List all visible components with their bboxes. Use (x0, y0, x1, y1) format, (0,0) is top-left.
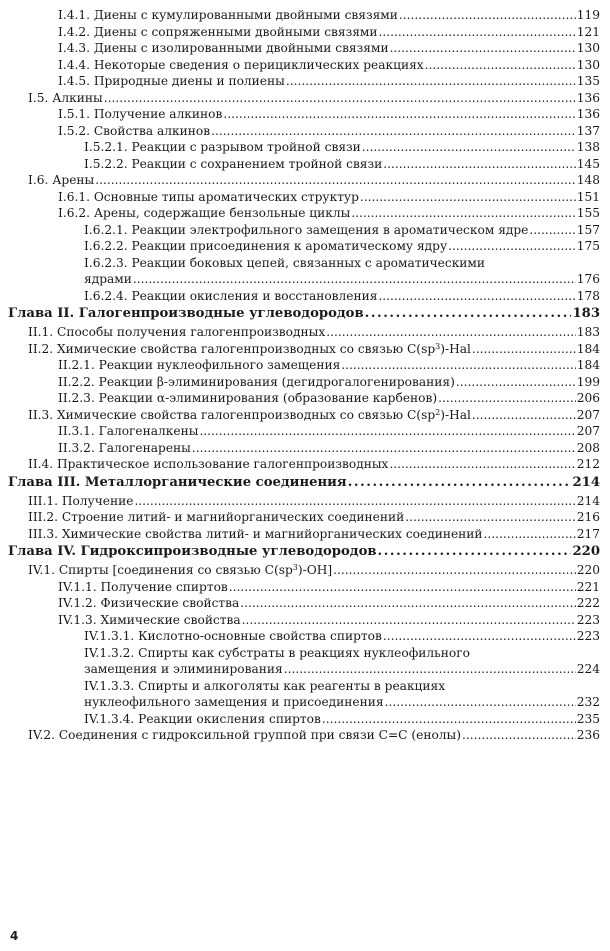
toc-entry: I.4.3. Диены с изолированными двойными связями ..... 130 (8, 40, 600, 57)
dot-leader (104, 90, 576, 107)
dot-leader (192, 440, 576, 457)
page-ref: 207 (576, 424, 600, 438)
dot-leader (134, 493, 575, 510)
toc-entry: IV.1. Спирты [соединения со связью $C(sp^3)-OH$] ..... 220 (8, 562, 600, 579)
page-ref: 135 (576, 74, 600, 88)
toc-entry: I.5.1. Получение алкинов ..... 136 (8, 106, 600, 123)
page-ref: 212 (576, 457, 600, 471)
page-number: 4 (10, 929, 19, 943)
toc-entry: III.2. Строение литий- и магнийорганических соединений ..... 216 (8, 509, 600, 526)
page-ref: 130 (576, 41, 600, 55)
toc-entry: I.4.2. Диены с сопряженными двойными связями ..... 121 (8, 24, 600, 41)
page-ref: 207 (576, 407, 600, 422)
toc-entry: I.6.2.2. Реакции присоединения к ароматическому ядру ..... 175 (8, 238, 600, 255)
page-ref: 232 (576, 695, 600, 709)
page-ref: 224 (576, 662, 600, 676)
page-ref: 214 (572, 474, 600, 490)
dot-leader (341, 357, 575, 374)
page-ref: 222 (576, 596, 600, 610)
toc-entry-multiline: IV.1.3.3. Спирты и алкоголяты как реагенты в реакциях нуклеофильного замещения и присоединения ..... 232 (8, 678, 600, 711)
page-ref: 184 (576, 341, 600, 356)
toc-entry: II.4. Практическое использование галогенпроизводных ..... 212 (8, 456, 600, 473)
toc-entry: III.3. Химические свойства литий- и магнийорганических соединений ..... 217 (8, 526, 600, 543)
dot-leader (286, 73, 576, 90)
page-ref: 217 (576, 526, 600, 541)
toc-entry: II.2.2. Реакции β-элиминирования (дегидрогалогенирования) ..... 199 (8, 374, 600, 391)
toc-entry: I.5.2.1. Реакции с разрывом тройной связи ..... 138 (8, 139, 600, 156)
toc-entry: IV.1.1. Получение спиртов ..... 221 (8, 579, 600, 596)
dot-leader (462, 727, 576, 744)
toc-entry-multiline: IV.1.3.2. Спирты как субстраты в реакциях нуклеофильного замещения и элиминирования ..... 224 (8, 645, 600, 678)
dot-leader (529, 222, 575, 239)
toc-entry: II.3.1. Галогеналкены ..... 207 (8, 423, 600, 440)
toc-entry: II.2.3. Реакции α-элиминирования (образование карбенов) ..... 206 (8, 390, 600, 407)
dot-leader (448, 238, 576, 255)
dot-leader (199, 423, 575, 440)
toc-entry: I.4.5. Природные диены и полиены ..... 135 (8, 73, 600, 90)
page-ref: 184 (576, 358, 600, 372)
dot-leader (351, 205, 575, 222)
page-ref: 175 (576, 239, 600, 253)
toc-entry: I.4.1. Диены с кумулированными двойными связями ..... 119 (8, 7, 600, 24)
toc-entry: I.6.2.1. Реакции электрофильного замещения в ароматическом ядре ..... 157 (8, 222, 600, 239)
toc-entry: I.6.2. Арены, содержащие бензольные циклы ..... 155 (8, 205, 600, 222)
page-ref: 220 (572, 544, 600, 559)
page-ref: 208 (576, 440, 600, 455)
page-ref: 137 (576, 123, 600, 138)
dot-leader (95, 172, 575, 189)
toc-entry: I.6.2.4. Реакции окисления и восстановления ..... 178 (8, 288, 600, 305)
dot-leader (472, 407, 576, 424)
toc-chapter: Глава III. Металлорганические соединения ..... 214 (8, 473, 600, 493)
toc-entry: I.5.2. Свойства алкинов ..... 137 (8, 123, 600, 140)
page-ref: 145 (576, 156, 600, 171)
page-ref: 136 (576, 107, 600, 121)
page-ref: 183 (576, 325, 600, 339)
dot-leader (240, 595, 575, 612)
dot-leader (456, 374, 576, 391)
toc-entry: IV.1.2. Физические свойства ..... 222 (8, 595, 600, 612)
toc-entry-multiline: I.6.2.3. Реакции боковых цепей, связанных с ароматическими ядрами ..... 176 (8, 255, 600, 288)
toc-entry: I.6. Арены ..... 148 (8, 172, 600, 189)
dot-leader (425, 57, 576, 74)
page-ref: 214 (576, 493, 600, 508)
dot-leader (385, 694, 576, 711)
dot-leader (484, 526, 576, 543)
page-ref: 223 (576, 629, 600, 643)
toc-entry: III.1. Получение ..... 214 (8, 493, 600, 510)
toc-chapter: Глава IV. Гидроксипроизводные углеводородов ..... 220 (8, 542, 600, 562)
dot-leader (360, 189, 576, 206)
toc-entry: IV.1.3. Химические свойства ..... 223 (8, 612, 600, 629)
dot-leader (326, 324, 576, 341)
page-ref: 176 (576, 272, 600, 286)
dot-leader (211, 123, 576, 140)
dot-leader (284, 661, 576, 678)
page-ref: 216 (576, 510, 600, 524)
page-ref: 199 (576, 374, 600, 389)
dot-leader (133, 271, 576, 288)
dot-leader (365, 304, 572, 324)
toc-entry: II.3.2. Галогенарены ..... 208 (8, 440, 600, 457)
page-ref: 119 (576, 8, 600, 22)
dot-leader (472, 341, 576, 358)
page-ref: 130 (576, 57, 600, 72)
toc-entry: I.4.4. Некоторые сведения о перициклических реакциях ..... 130 (8, 57, 600, 74)
dot-leader (383, 628, 576, 645)
page-ref: 136 (576, 90, 600, 105)
dot-leader (378, 288, 575, 305)
toc-entry: I.6.1. Основные типы ароматических структур ..... 151 (8, 189, 600, 206)
dot-leader (229, 579, 576, 596)
page-ref: 235 (576, 711, 600, 726)
dot-leader (399, 7, 576, 24)
toc-entry: IV.2. Соединения с гидроксильной группой при связи C=C (енолы) ..... 236 (8, 727, 600, 744)
dot-leader (333, 562, 576, 579)
table-of-contents (8, 7, 600, 744)
page-ref: 178 (576, 288, 600, 303)
dot-leader (223, 106, 575, 123)
page-ref: 220 (576, 563, 600, 577)
page-ref: 221 (576, 579, 600, 594)
dot-leader (438, 390, 576, 407)
dot-leader (383, 156, 575, 173)
toc-entry: II.1. Способы получения галогенпроизводных ..... 183 (8, 324, 600, 341)
dot-leader (378, 542, 572, 562)
page-ref: 138 (576, 140, 600, 154)
dot-leader (322, 711, 576, 728)
dot-leader (362, 139, 576, 156)
page-ref: 223 (576, 612, 600, 627)
dot-leader (379, 24, 576, 41)
page-ref: 148 (576, 173, 600, 187)
toc-chapter: Глава II. Галогенпроизводные углеводородов ..... 183 (8, 304, 600, 324)
dot-leader (348, 473, 572, 493)
page-ref: 183 (572, 306, 600, 321)
toc-entry: I.5. Алкины ..... 136 (8, 90, 600, 107)
toc-entry: II.2. Химические свойства галогенпроизводных со связью $C(sp^3)$-Hal ..... 184 (8, 341, 600, 358)
page-ref: 151 (576, 189, 600, 204)
toc-entry: I.5.2.2. Реакции с сохранением тройной связи ..... 145 (8, 156, 600, 173)
toc-entry: II.2.1. Реакции нуклеофильного замещения ..... 184 (8, 357, 600, 374)
page-ref: 121 (576, 24, 600, 39)
page-ref: 236 (576, 728, 600, 742)
toc-entry: IV.1.3.4. Реакции окисления спиртов ..... 235 (8, 711, 600, 728)
page-ref: 157 (576, 222, 600, 237)
page-ref: 155 (576, 206, 600, 220)
toc-entry: II.3. Химические свойства галогенпроизводных со связью $C(sp^2)$-Hal ..... 207 (8, 407, 600, 424)
dot-leader (390, 40, 576, 57)
toc-entry: IV.1.3.1. Кислотно-основные свойства спиртов ..... 223 (8, 628, 600, 645)
dot-leader (242, 612, 576, 629)
page-ref: 206 (576, 391, 600, 405)
dot-leader (405, 509, 575, 526)
dot-leader (389, 456, 575, 473)
